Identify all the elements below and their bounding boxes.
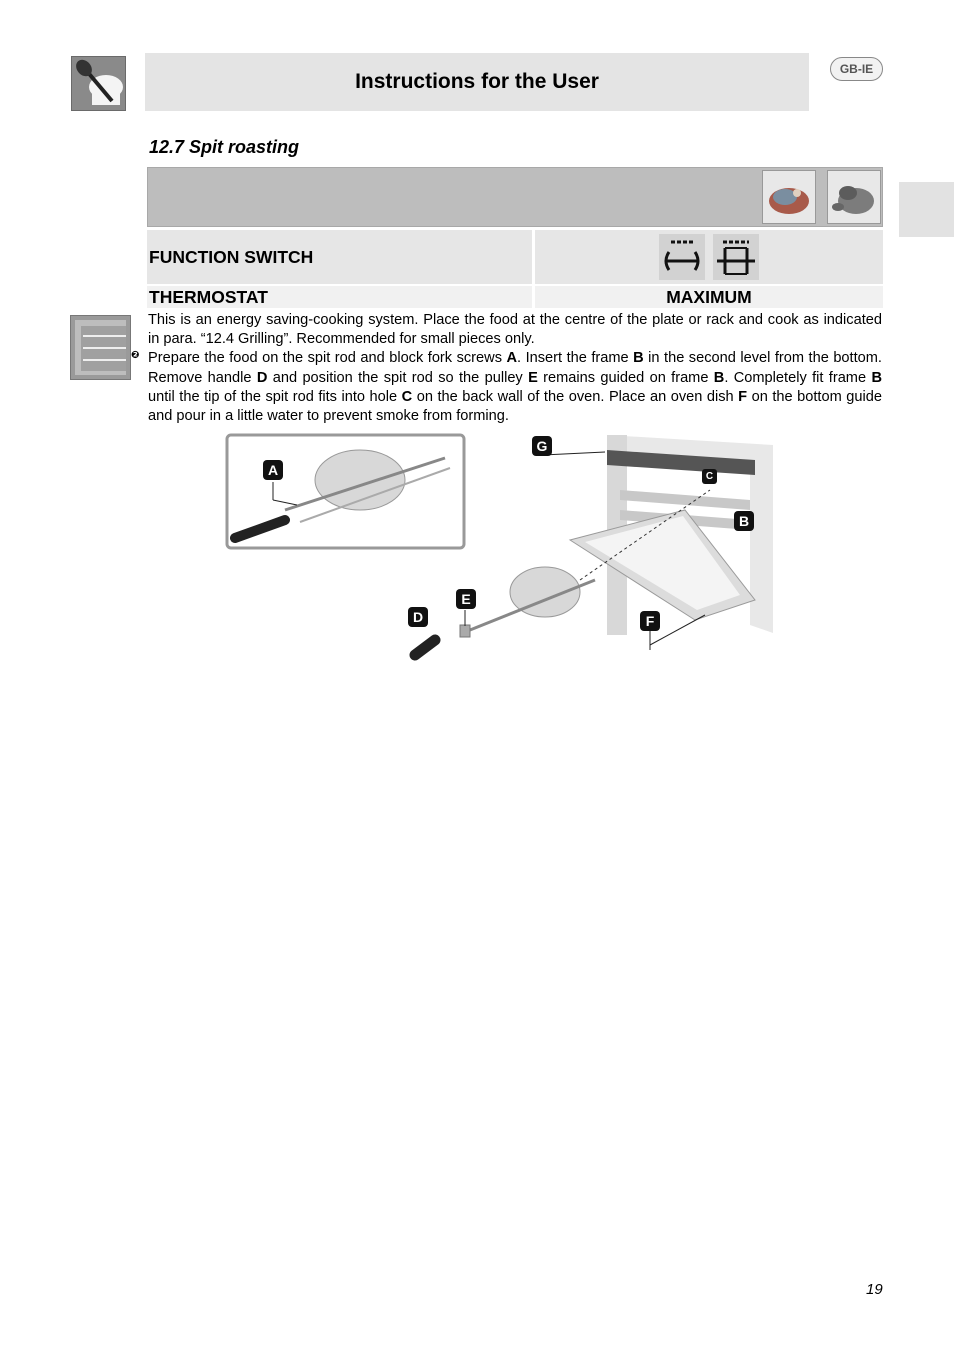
paragraph-steps: Prepare the food on the spit rod and block fork screws A. Insert the frame B in the second level from the bottom. Remove handle D and position the spit rod so the pulley E remains guided on frame B. Completely fit frame B until the tip of the spit rod fits into hole C on the back wall of the oven. Place an oven dish F on the bottom guide and pour in a little water to prevent smoke from forming. xyxy=(148,350,882,425)
food-icons-bar xyxy=(147,167,883,227)
instructions-text xyxy=(148,311,882,426)
language-badge: GB-IE xyxy=(830,57,883,81)
header-bar xyxy=(145,53,809,111)
label-c: C xyxy=(702,469,717,484)
chicken-icon xyxy=(827,170,881,224)
label-a: A xyxy=(263,460,283,480)
spoon-chef-hat-icon xyxy=(71,56,126,111)
thermostat-value: MAXIMUM xyxy=(535,286,883,308)
label-d: D xyxy=(408,607,428,627)
spit-roasting-illustration xyxy=(225,430,775,665)
step-number: ❷ xyxy=(131,350,140,361)
label-g: G xyxy=(532,436,552,456)
page-title: Instructions for the User xyxy=(355,70,599,93)
function-switch-icons xyxy=(535,230,883,284)
label-e: E xyxy=(456,589,476,609)
function-switch-label: FUNCTION SWITCH xyxy=(147,230,532,284)
section-title: 12.7 Spit roasting xyxy=(149,137,300,157)
thermostat-row xyxy=(147,286,883,308)
meat-roast-icon xyxy=(762,170,816,224)
page-number: 19 xyxy=(866,1281,883,1298)
thermostat-label: THERMOSTAT xyxy=(147,286,532,308)
grill-spit-rod-icon xyxy=(713,234,759,280)
paragraph-intro: This is an energy saving-cooking system. Place the food at the centre of the plate or rack and cook as indicated in para. “12.4 Grilling”. Recommended for small pieces only. xyxy=(148,312,882,348)
spit-grill-icon xyxy=(659,234,705,280)
label-f: F xyxy=(640,611,660,631)
function-switch-row xyxy=(147,230,883,284)
label-b: B xyxy=(734,511,754,531)
oven-rack-icon xyxy=(70,315,131,380)
side-tab xyxy=(899,182,954,237)
